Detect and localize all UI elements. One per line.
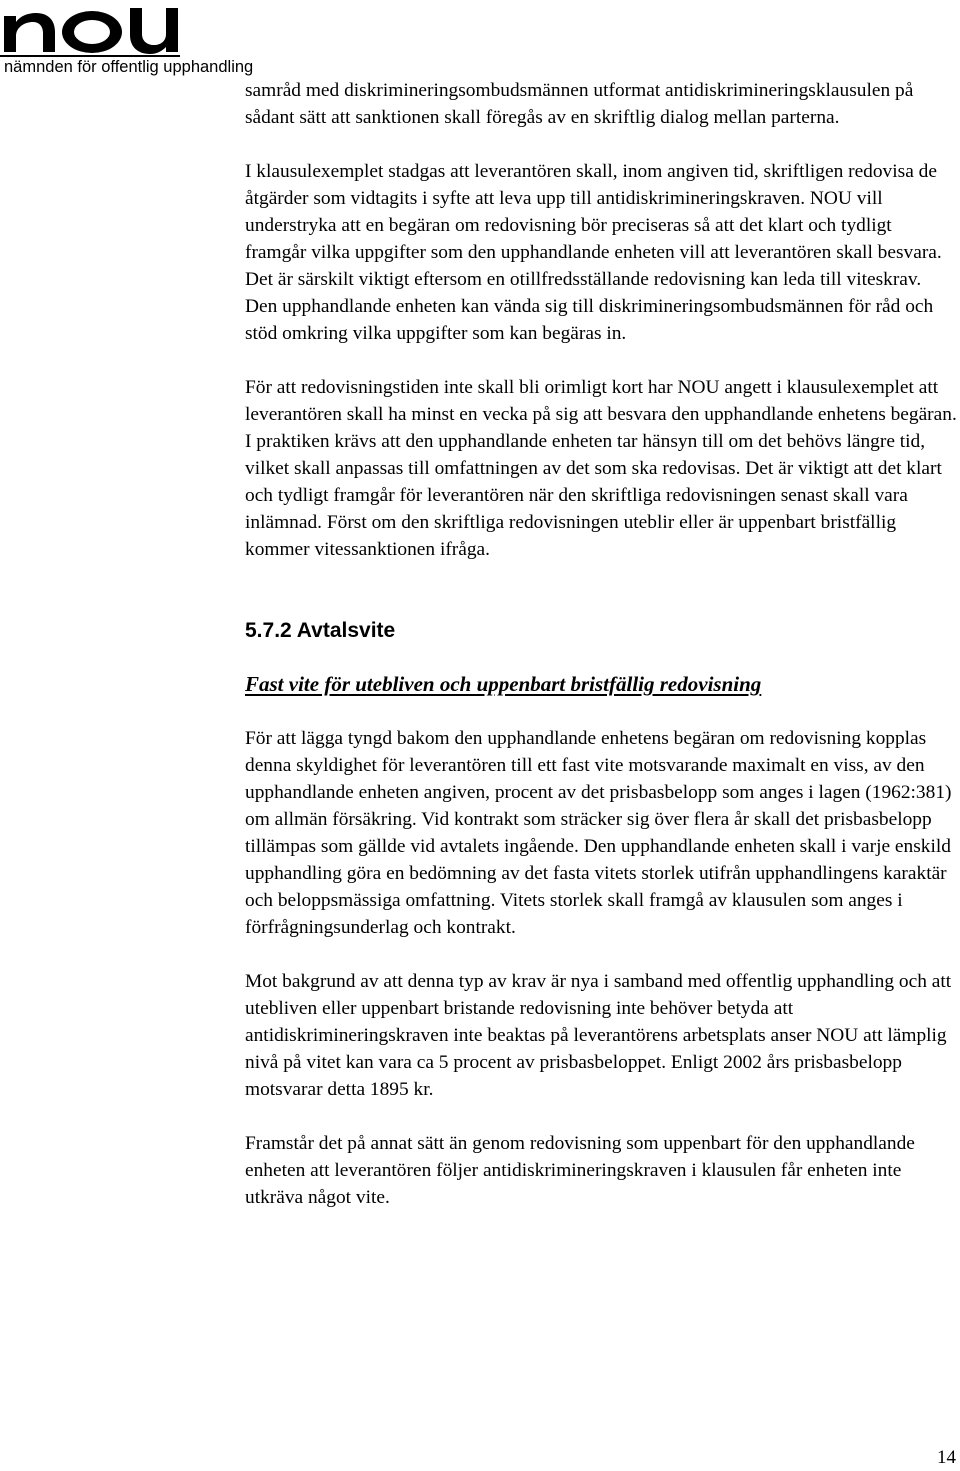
paragraph: samråd med diskrimineringsombudsmännen utformat antidiskrimineringsklausulen på sådant sätt att sanktionen skall föregås av en skriftlig dialog mellan parterna. [245,80,914,128]
paragraph: Framstår det på annat sätt än genom redovisning som uppenbart för den upphandlande enheten att leverantören följer antidiskrimineringskraven i klausulen får enheten inte utkräva något vite. [245,1133,915,1208]
document-body [245,77,957,1211]
nou-logo [0,0,280,80]
subheading: Fast vite för utebliven och uppenbart bristfällig redovisning [245,672,762,696]
section-heading: 5.7.2 Avtalsvite [245,619,396,642]
paragraph: Mot bakgrund av att denna typ av krav är nya i samband med offentlig upphandling och att utebliven eller uppenbart bristande redovisning inte behöver betyda att antidiskrimineringskraven inte beaktas på leverantörens arbetsplats anser NOU att lämplig nivå på vitet kan vara ca 5 procent av prisbasbeloppet. Enligt 2002 års prisbasbelopp motsvarar detta 1895 kr. [245,971,952,1100]
page-number: 14 [937,1447,956,1468]
paragraph: För att lägga tyngd bakom den upphandlande enhetens begäran om redovisning kopplas denna skyldighet för leverantören till ett fast vite motsvarande maximalt en viss, av den upphandlande enheten angiven, procent av det prisbasbelopp som anges i lagen (1962:381) om allmän försäkring. Vid kontrakt som sträcker sig över flera år skall det prisbasbelopp tillämpas som gällde vid avtalets ingående. Den upphandlande enheten skall i varje enskild upphandling göra en bedömning av det fasta vitets storlek utifrån upphandlingens karaktär och beloppsmässiga omfattning. Vitets storlek skall framgå av klausulen som anges i förfrågningsunderlag och kontrakt. [245,728,952,938]
logo-tagline: nämnden för offentlig upphandling [4,58,254,76]
paragraph: I klausulexemplet stadgas att leverantören skall, inom angiven tid, skriftligen redovisa de åtgärder som vidtagits i syfte att leva upp till antidiskrimineringskraven. NOU vill understryka att en begäran om redovisning bör preciseras så att det klart och tydligt framgår vilka uppgifter som den upphandlande enheten vill att leverantören skall besvara. Det är särskilt viktigt eftersom en otillfredsställande redovisning kan leda till viteskrav. Den upphandlande enheten kan vända sig till diskrimineringsombudsmännen för råd och stöd omkring vilka uppgifter som kan begäras in. [245,161,942,344]
paragraph: För att redovisningstiden inte skall bli orimligt kort har NOU angett i klausulexemplet att leverantören skall ha minst en vecka på sig att besvara den upphandlande enhetens begäran. I praktiken krävs att den upphandlande enheten tar hänsyn till om det behövs längre tid, vilket skall anpassas till omfattningen av det som ska redovisas. Det är viktigt att det klart och tydligt framgår för leverantören när den skriftliga redovisningen senast skall vara inlämnad. Först om den skriftliga redovisningen uteblir eller är uppenbart bristfällig kommer vitessanktionen ifråga. [245,377,957,560]
